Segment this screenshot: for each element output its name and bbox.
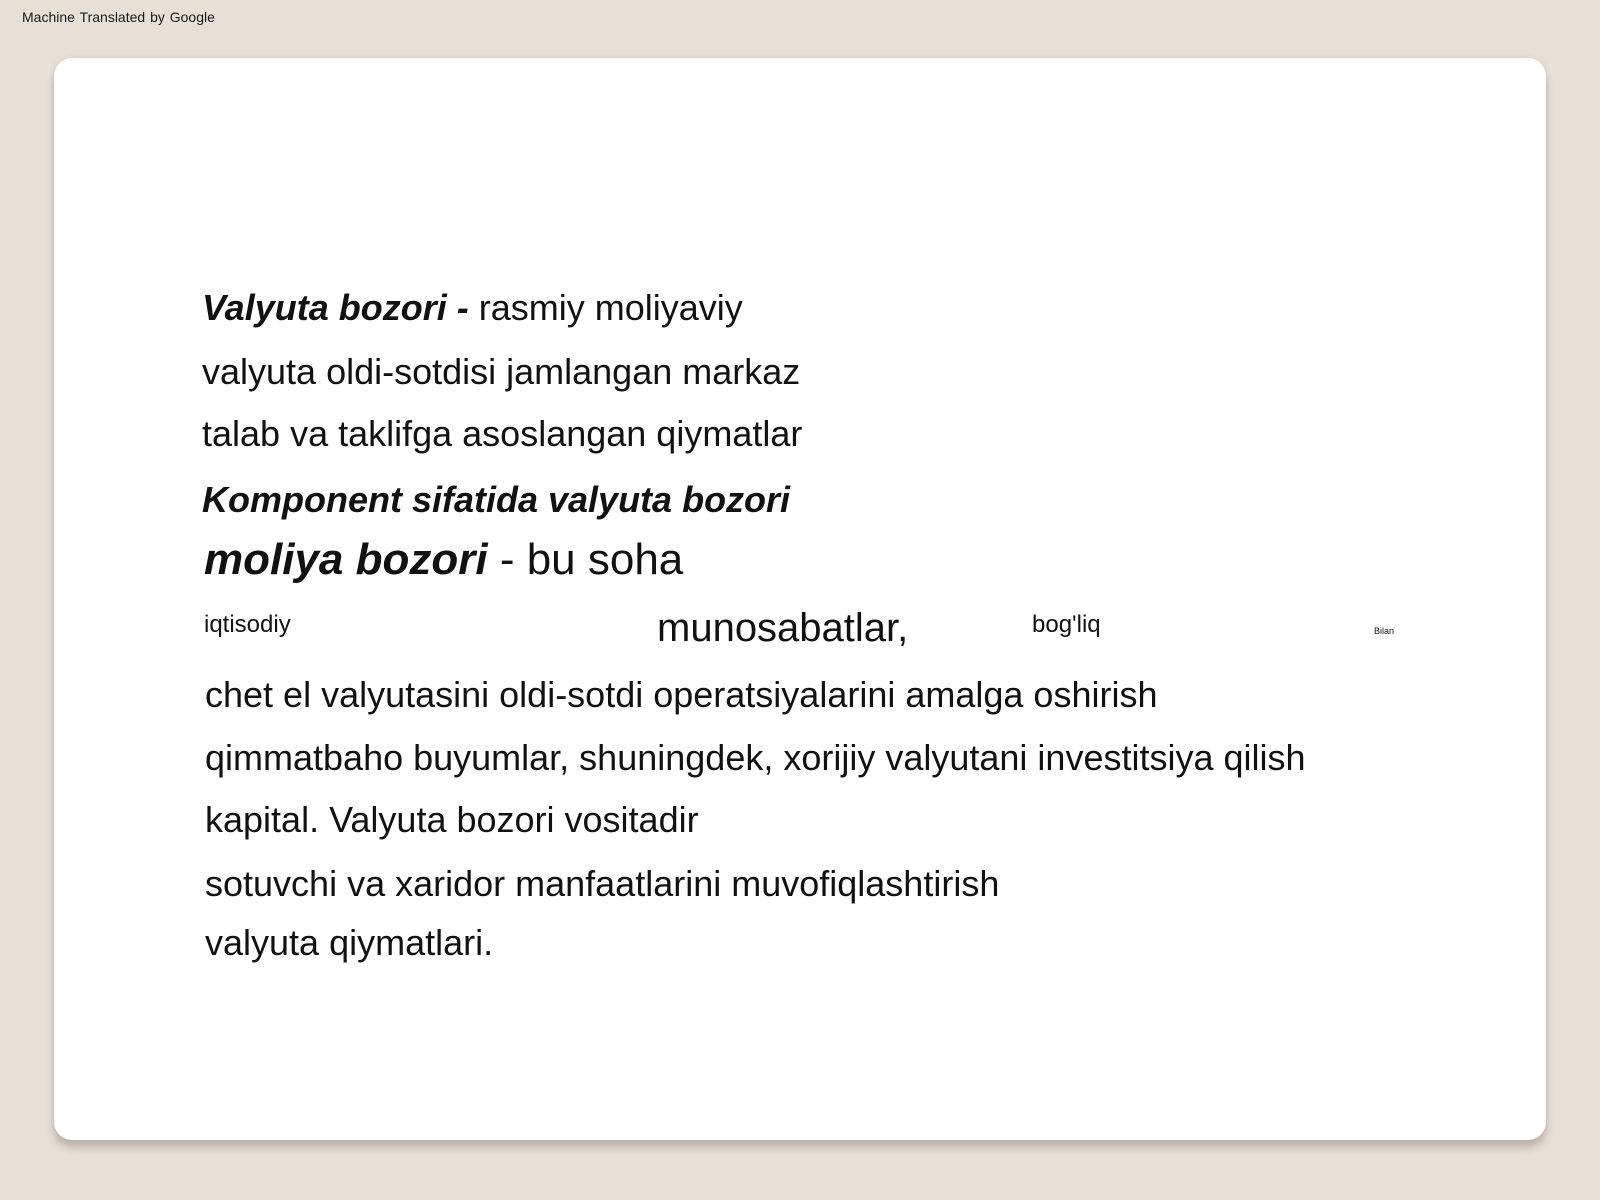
text-line-2: valyuta oldi-sotdisi jamlangan markaz (202, 351, 801, 392)
text-word-bogliq: bog'liq (1032, 611, 1101, 638)
text-line-5 (204, 535, 684, 584)
machine-translation-banner: Machine Translated by Google (22, 9, 215, 25)
text-line-10: sotuvchi va xaridor manfaatlarini muvofiqlashtirish (205, 863, 1000, 904)
text-word-munosabatlar: munosabatlar, (657, 606, 909, 650)
line-5-text: - bu soha (487, 535, 684, 584)
text-line-9: kapital. Valyuta bozori vositadir (205, 799, 699, 840)
text-line-1 (202, 287, 743, 328)
term-moliya-bozori: moliya bozori (204, 535, 488, 584)
text-line-11: valyuta qiymatlari. (205, 922, 494, 963)
text-word-iqtisodiy: iqtisodiy (204, 611, 291, 638)
text-line-4: Komponent sifatida valyuta bozori (202, 479, 791, 520)
line-1-text: rasmiy moliyaviy (468, 287, 743, 328)
slide-page (54, 58, 1546, 1140)
term-valyuta-bozori: Valyuta bozori - (202, 287, 469, 328)
text-line-7: chet el valyutasini oldi-sotdi operatsiyalarini amalga oshirish (205, 674, 1158, 715)
text-line-8: qimmatbaho buyumlar, shuningdek, xorijiy valyutani investitsiya qilish (205, 737, 1306, 778)
text-word-bilan: Bilan (1374, 626, 1395, 636)
text-line-3: talab va taklifga asoslangan qiymatlar (202, 413, 803, 454)
